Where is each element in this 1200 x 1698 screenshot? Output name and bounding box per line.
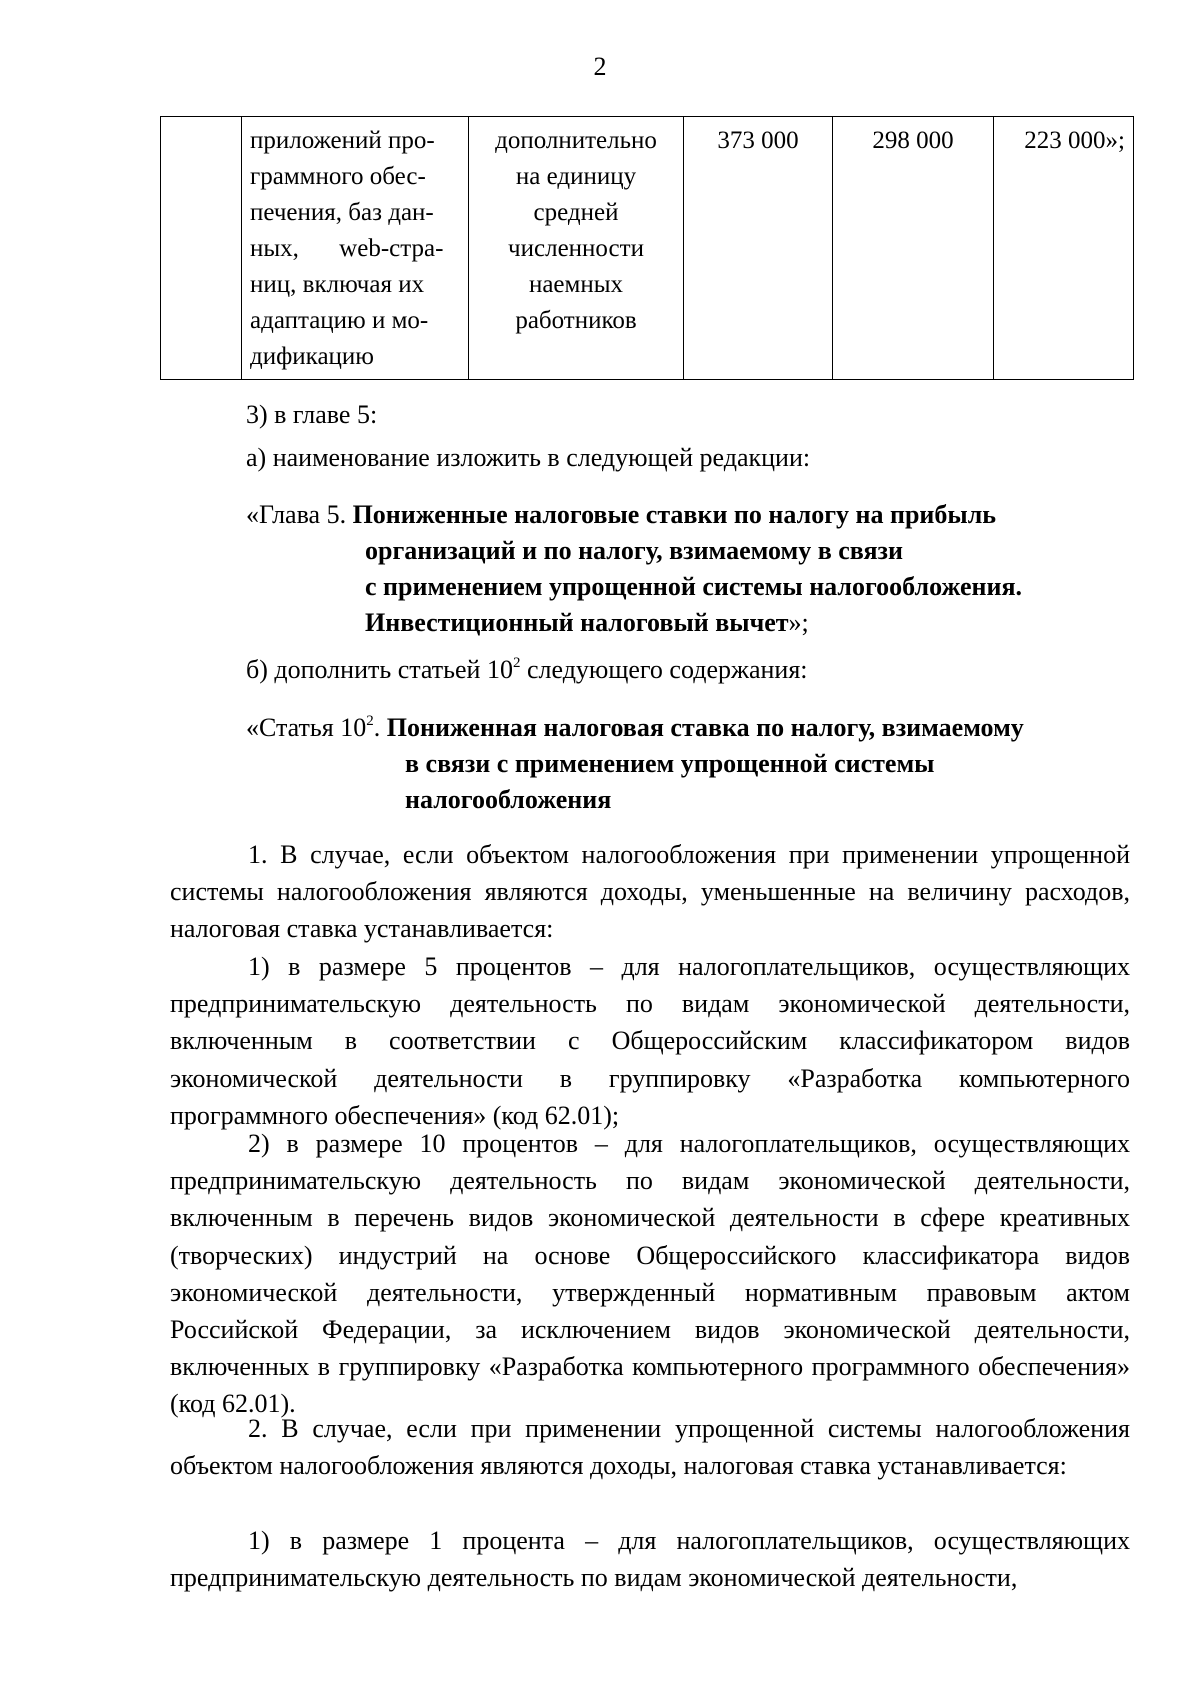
unit-line: дополнительно bbox=[495, 127, 657, 154]
unit-line: работников bbox=[515, 307, 637, 334]
unit-line: средней bbox=[533, 199, 619, 226]
paragraph-1: 1. В случае, если объектом налогообложения при применении упрощенной системы налогообложения являются доходы, уменьшенные на величину расходов, налоговая ставка устанавливается: bbox=[170, 840, 1130, 944]
activity-line: ниц, включая их bbox=[250, 271, 425, 298]
article-heading-prefix: «Статья 10 bbox=[246, 713, 367, 742]
chapter-heading-line: Инвестиционный налоговый вычет bbox=[365, 608, 789, 637]
table-cell-empty bbox=[161, 117, 242, 380]
unit-line: на единицу bbox=[515, 163, 637, 190]
paragraph-2-1: 1) в размере 1 процента – для налогоплательщиков, осуществляющих предпринимательскую деятельность по видам экономической деятельности, bbox=[170, 1526, 1130, 1593]
table-cell-value-1: 373 000 bbox=[684, 117, 833, 380]
article-heading-line: Пониженная налоговая ставка по налогу, взимаемому bbox=[386, 713, 1024, 742]
table-cell-activity bbox=[242, 117, 469, 380]
article-heading bbox=[246, 710, 1024, 818]
activity-line: печения, баз дан- bbox=[250, 199, 434, 226]
table-cell-value-2: 298 000 bbox=[833, 117, 994, 380]
item-b-superscript: 2 bbox=[512, 655, 521, 671]
article-heading-superscript: 2 bbox=[366, 713, 374, 729]
activity-line: адаптацию и мо- bbox=[250, 307, 429, 334]
article-heading-line: в связи с применением упрощенной системы bbox=[405, 749, 935, 778]
chapter-heading-line: с применением упрощенной системы налогообложения. bbox=[365, 572, 1023, 601]
paragraph-1-2: 2) в размере 10 процентов – для налогоплательщиков, осуществляющих предпринимательскую деятельность по видам экономической деятельности, включенным в перечень видов экономической деятельности в сфере креативных (творческих) индустрий на основе Общероссийского классификатора видов экономической деятельности, утвержденный нормативным правовым актом Российской Федерации, за исключением видов экономической деятельности, включенных в группировку «Разработка компьютерного программного обеспечения» (код 62.01). bbox=[170, 1129, 1130, 1419]
article-heading-prefix-end: . bbox=[373, 713, 387, 742]
table-cell-value-3: 223 000»; bbox=[994, 117, 1134, 380]
tariff-table bbox=[160, 116, 1134, 380]
chapter-heading bbox=[246, 497, 1022, 641]
chapter-heading-suffix: »; bbox=[788, 608, 809, 637]
paragraph-1-1: 1) в размере 5 процентов – для налогоплательщиков, осуществляющих предпринимательскую деятельность по видам экономической деятельности, включенным в соответствии с Общероссийским классификатором видов экономической деятельности в группировку «Разработка компьютерного программного обеспечения» (код 62.01); bbox=[170, 952, 1130, 1130]
article-heading-line: налогообложения bbox=[405, 785, 612, 814]
table-row bbox=[161, 117, 1134, 380]
chapter-heading-line: организаций и по налогу, взимаемому в связи bbox=[365, 536, 903, 565]
activity-line: ных, web-стра- bbox=[250, 235, 444, 262]
item-3: 3) в главе 5: bbox=[246, 400, 378, 429]
activity-line: граммного обес- bbox=[250, 163, 426, 190]
item-a: а) наименование изложить в следующей редакции: bbox=[246, 443, 811, 472]
page-number: 2 bbox=[593, 52, 607, 81]
unit-line: наемных bbox=[528, 271, 624, 298]
activity-line: приложений про- bbox=[250, 127, 435, 154]
item-b bbox=[246, 652, 808, 688]
item-b-text-end: следующего содержания: bbox=[520, 655, 808, 684]
chapter-heading-line: Пониженные налоговые ставки по налогу на прибыль bbox=[352, 500, 997, 529]
unit-line: численности bbox=[508, 235, 644, 262]
table-cell-unit bbox=[469, 117, 684, 380]
activity-line: дификацию bbox=[250, 343, 374, 370]
item-b-text: б) дополнить статьей 10 bbox=[246, 655, 513, 684]
chapter-heading-prefix: «Глава 5. bbox=[246, 500, 353, 529]
paragraph-2: 2. В случае, если при применении упрощенной системы налогообложения объектом налогообложения являются доходы, налоговая ставка устанавливается: bbox=[170, 1414, 1130, 1481]
